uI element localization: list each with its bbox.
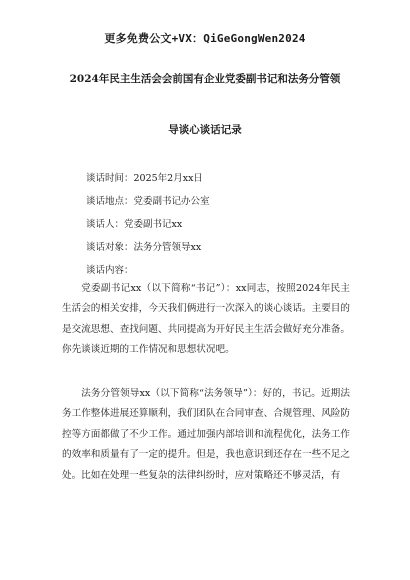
paragraph-secretary: 党委副书记xx（以下简称“书记”）：xx同志，按照2024年民主生活会的相关安排，今天我们俩进行一次深入的谈心谈话。主要目的是交流思想、查找问题、共同提高为开好民主生活会做好充分准备。你先谈谈近期的工作情况和思想状况吧。 <box>62 283 350 356</box>
document-title-line1: 2024年民主生活会会前国有企业党委副书记和法务分管领 <box>69 73 341 85</box>
meta-interviewee: 谈话对象：法务分管领导xx <box>86 242 202 253</box>
meta-interviewer: 谈话人：党委副书记xx <box>86 219 183 230</box>
watermark-header: 更多免费公文+VX：QiGeGongWen2024 <box>104 32 306 45</box>
meta-content-label: 谈话内容： <box>86 265 134 276</box>
document-title-line2: 导谈心谈话记录 <box>168 124 242 136</box>
meta-time: 谈话时间：2025年2月xx日 <box>86 173 203 184</box>
paragraph-legal-leader: 法务分管领导xx（以下简称“法务领导”）：好的，书记。近期法务工作整体进展还算顺利，我们团队在合同审查、合规管理、风险防控等方面都做了不少工作。通过加强内部培训和流程优化，法务工作的效率和质量有了一定的提升。但是，我也意识到还存在一些不足之处。比如在处理一些复杂的法律纠纷时，应对策略还不够灵活，有 <box>62 388 350 481</box>
meta-place: 谈话地点：党委副书记办公室 <box>86 196 210 207</box>
